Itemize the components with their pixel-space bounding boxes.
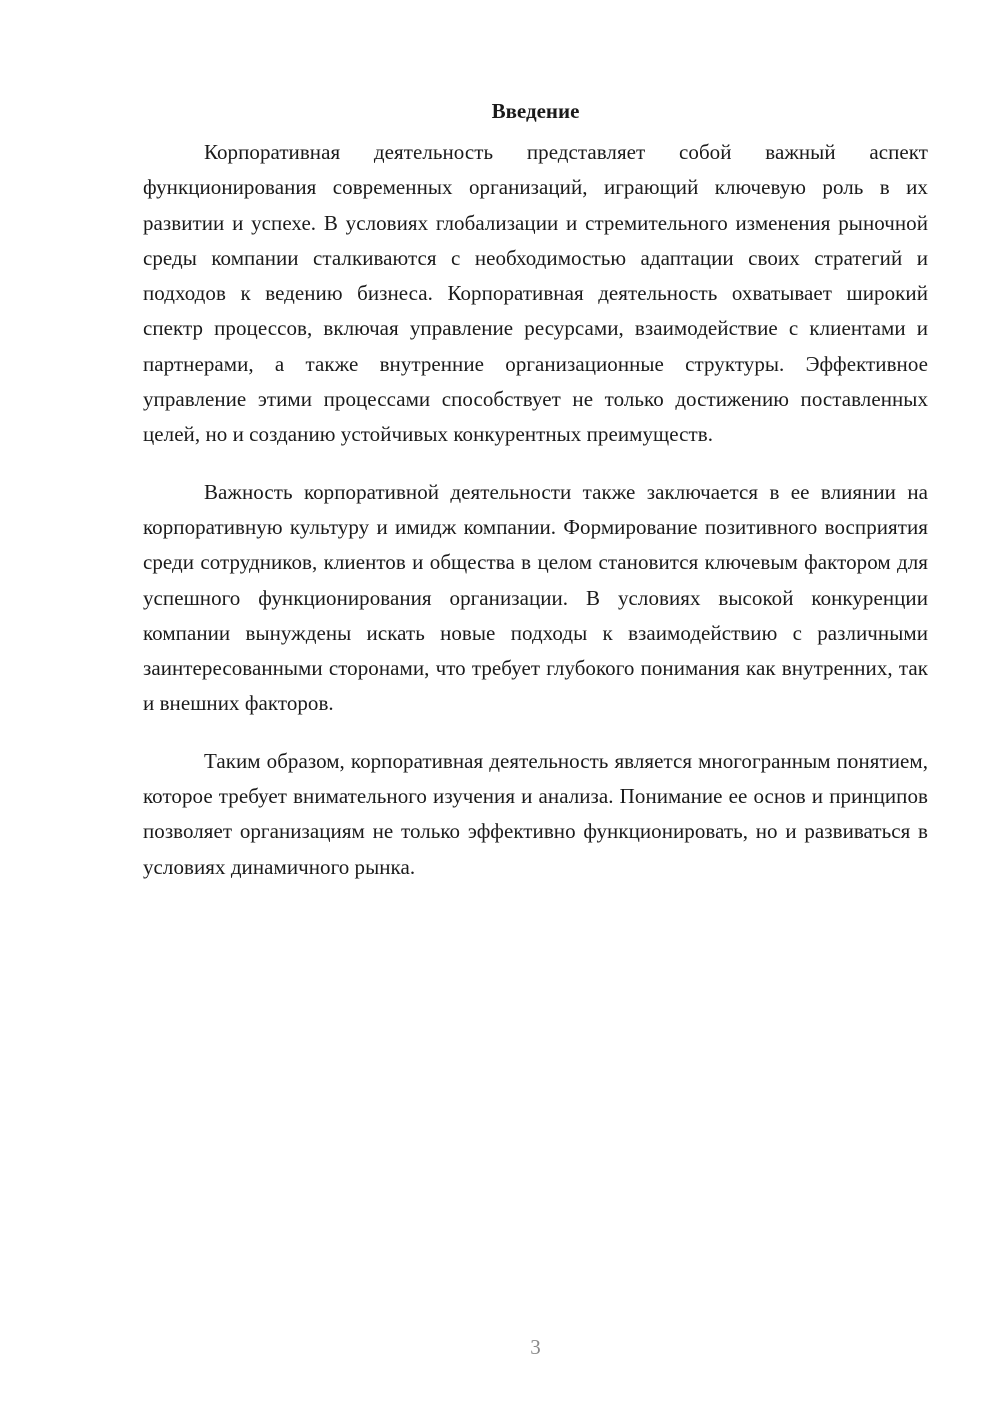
paragraph-2: Важность корпоративной деятельности также заключается в ее влиянии на корпоративную культуру и имидж компании. Формирование позитивного восприятия среди сотрудников, клиентов и общества в целом становится ключевым фактором для успешного функционирования организации. В условиях высокой конкуренции компании вынуждены искать новые подходы к взаимодействию с различными заинтересованными сторонами, что требует глубокого понимания как внутренних, так и внешних факторов. [143,479,928,716]
paragraph-1: Корпоративная деятельность представляет собой важный аспект функционирования современных организаций, играющий ключевую роль в их развитии и успехе. В условиях глобализации и стремительного изменения рыночной среды компании сталкиваются с необходимостью адаптации своих стратегий и подходов к ведению бизнеса. Корпоративная деятельность охватывает широкий спектр процессов, включая управление ресурсами, взаимодействие с клиентами и партнерами, а также внутренние организационные структуры. Эффективное управление этими процессами способствует не только достижению поставленных целей, но и созданию устойчивых конкурентных преимуществ. [143,140,928,447]
paragraph-3: Таким образом, корпоративная деятельность является многогранным понятием, которое требует внимательного изучения и анализа. Понимание ее основ и принципов позволяет организациям не только эффективно функционировать, но и развиваться в условиях динамичного рынка. [143,748,928,879]
section-title: Введение [491,99,580,123]
page-content [143,96,928,907]
page-number: 3 [530,1335,541,1359]
